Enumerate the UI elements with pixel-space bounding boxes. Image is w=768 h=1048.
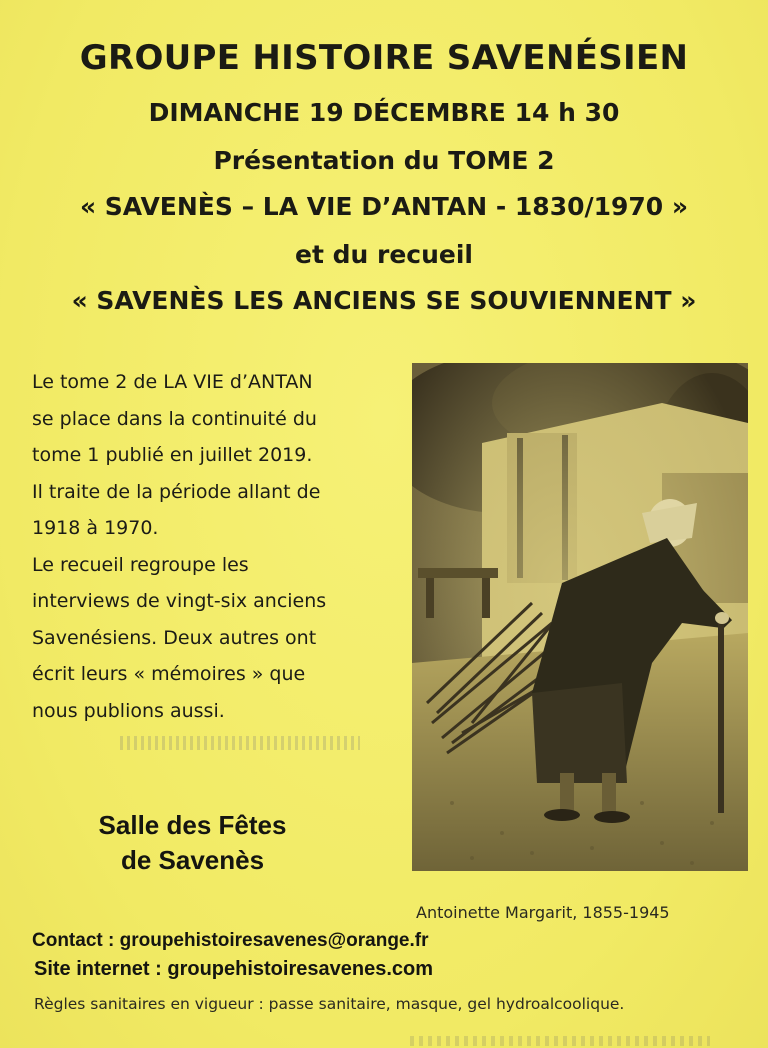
description-line: nous publions aussi. — [32, 699, 225, 722]
collection-title: « SAVENÈS LES ANCIENS SE SOUVIENNENT » — [71, 286, 697, 315]
book-title: « SAVENÈS – LA VIE D’ANTAN - 1830/1970 » — [79, 192, 689, 221]
description-line: Le recueil regroupe les — [32, 553, 249, 576]
description-line: interviews de vingt-six anciens — [32, 590, 327, 612]
sanitary-rules: Règles sanitaires en vigueur : passe sanitaire, masque, gel hydroalcoolique. — [34, 995, 625, 1013]
description-line: se place dans la continuité du — [32, 407, 317, 430]
contact-email: Contact : groupehistoiresavenes@orange.fr — [32, 930, 429, 951]
website-url: Site internet : groupehistoiresavenes.com — [34, 958, 433, 980]
description-line: Le tome 2 de LA VIE d’ANTAN — [32, 371, 313, 393]
venue-town: de Savenès — [120, 845, 265, 875]
description-line: Savenésiens. Deux autres ont — [32, 626, 317, 649]
presentation-line: Présentation du TOME 2 — [213, 146, 555, 175]
description-line: écrit leurs « mémoires » que — [32, 663, 306, 685]
group-title: GROUPE HISTOIRE SAVENÉSIEN — [79, 38, 689, 78]
and-collection-line: et du recueil — [294, 240, 473, 269]
description-line: tome 1 publié en juillet 2019. — [32, 444, 313, 466]
event-date: DIMANCHE 19 DÉCEMBRE 14 h 30 — [148, 98, 620, 127]
scan-smudge-bottom — [410, 1036, 710, 1046]
description-line: Il traite de la période allant de — [32, 480, 321, 503]
venue-name: Salle des Fêtes — [98, 810, 287, 840]
photo-caption: Antoinette Margarit, 1855-1945 — [416, 903, 670, 922]
description-line: 1918 à 1970. — [32, 517, 159, 539]
scan-smudge — [120, 736, 360, 750]
historic-photo — [412, 363, 748, 871]
woman-gathering-wood-photo — [412, 363, 748, 871]
description-text — [32, 364, 392, 729]
